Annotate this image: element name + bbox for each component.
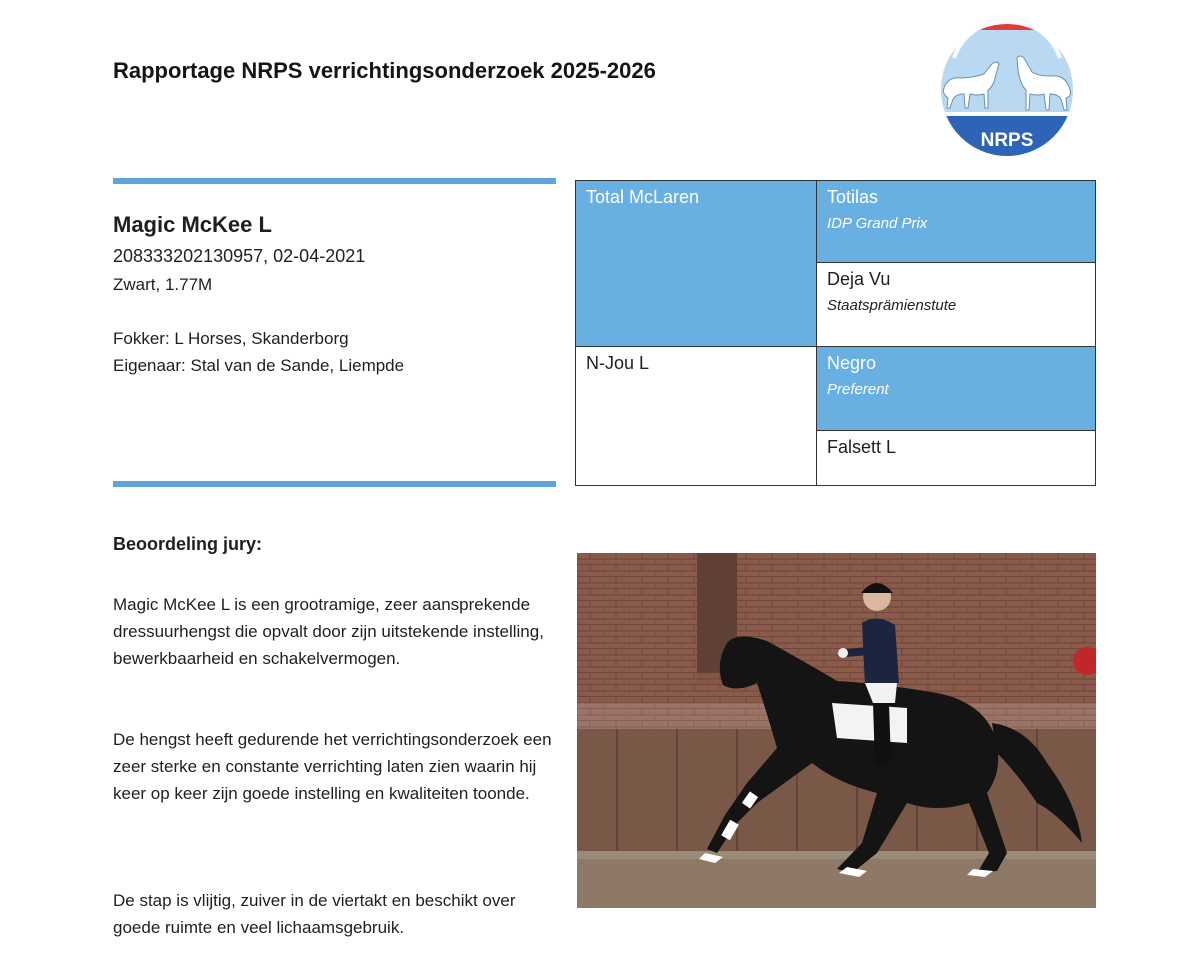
breeder: Fokker: L Horses, Skanderborg [113, 329, 349, 348]
dam-dam-name: Falsett L [827, 437, 897, 457]
pedigree-sire-dam [817, 263, 1095, 347]
logo-text: NRPS [980, 130, 1034, 151]
sire-name: Total McLaren [586, 187, 700, 207]
dam-sire-title: Preferent [827, 381, 889, 398]
jury-paragraph: De hengst heeft gedurende het verrichtingsonderzoek een zeer sterke en constante verrichting laten zien waarin hij keer op keer zijn goede instelling en kwaliteiten toonde. [113, 730, 552, 803]
dam-sire-name: Negro [827, 353, 877, 373]
jury-heading: Beoordeling jury: [113, 534, 263, 554]
pedigree-sire-sire [817, 181, 1095, 263]
pedigree-sire [576, 181, 817, 347]
sire-dam-name: Deja Vu [827, 269, 891, 289]
sire-dam-title: Staatsprämienstute [827, 297, 957, 314]
pedigree-dam-sire [817, 347, 1095, 431]
divider-bottom [113, 481, 556, 487]
horse-id-date: 208333202130957, 02-04-2021 [113, 246, 366, 266]
dam-name: N-Jou L [586, 353, 650, 373]
document-title: Rapportage NRPS verrichtingsonderzoek 2025-2026 [113, 58, 656, 83]
jury-paragraph: Magic McKee L is een grootramige, zeer aansprekende dressuurhengst die opvalt door zijn uitstekende instelling, bewerkbaarheid en schakelvermogen. [113, 595, 544, 668]
pedigree-dam-dam [817, 431, 1095, 485]
divider-top [113, 178, 556, 184]
horse-color-height: Zwart, 1.77M [113, 275, 213, 294]
pedigree-dam [576, 347, 817, 485]
nrps-logo [932, 14, 1082, 159]
horse-name: Magic McKee L [113, 212, 272, 237]
jury-paragraph: De stap is vlijtig, zuiver in de viertakt en beschikt over goede ruimte en veel lichaamsgebruik. [113, 891, 516, 937]
pedigree-table [575, 180, 1096, 486]
sire-sire-name: Totilas [827, 187, 879, 207]
horse-photo [577, 553, 1096, 908]
owner: Eigenaar: Stal van de Sande, Liempde [113, 356, 405, 375]
sire-sire-title: IDP Grand Prix [827, 215, 928, 232]
